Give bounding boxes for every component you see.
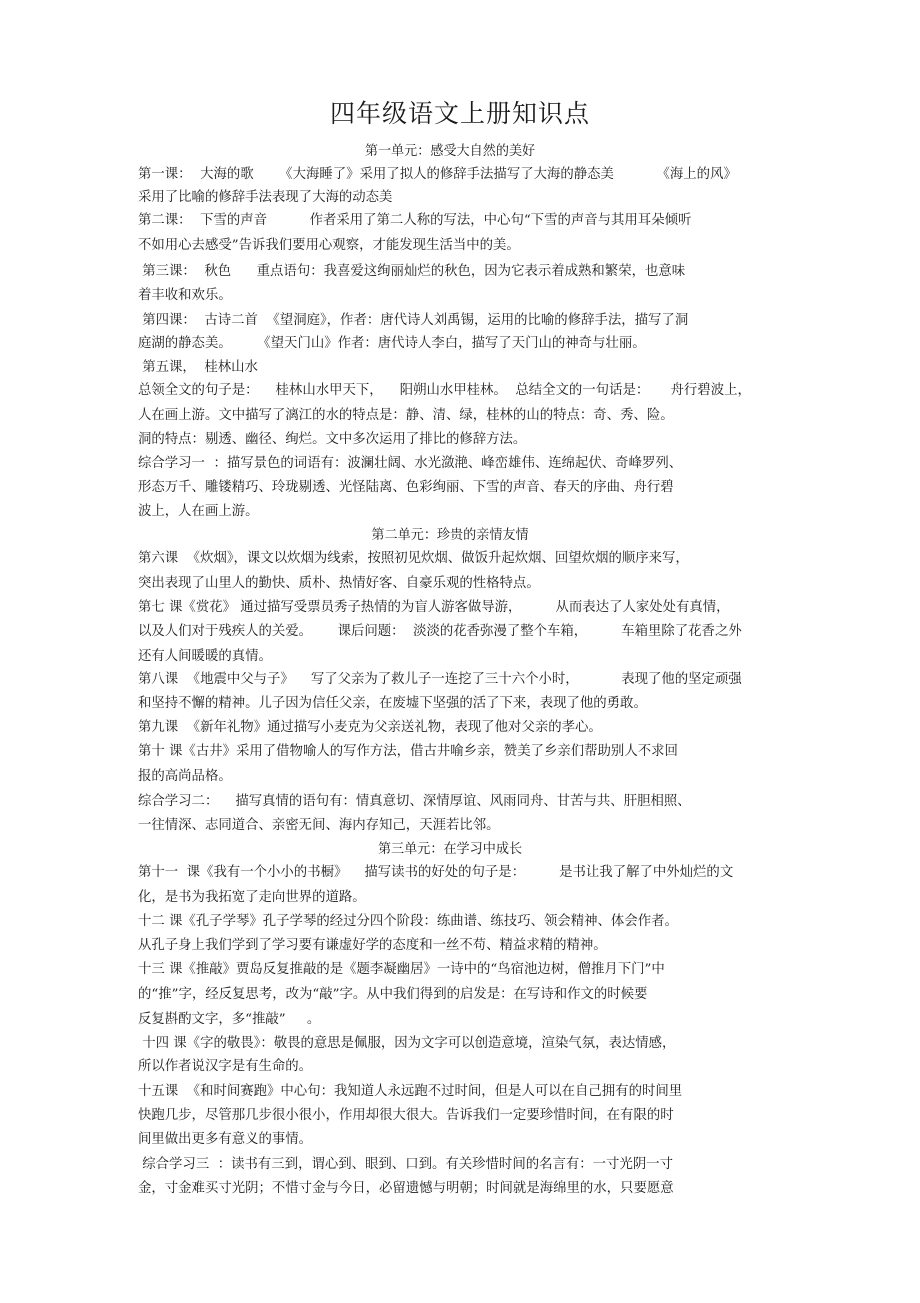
- text-line: 金，寸金难买寸光阴；不惜寸金与今日，必留遗憾与明朝；时间就是海绵里的水，只要愿意: [138, 1181, 674, 1196]
- text-line: 一往情深、志同道合、亲密无间、海内存知己，天涯若比邻。: [138, 818, 500, 833]
- text-line: 化，是书为我拓宽了走向世界的道路。: [138, 890, 366, 905]
- text-line: 第四课： 古诗二首 《望洞庭》，作者：唐代诗人刘禹锡，运用的比喻的修辞手法，描写了洞: [138, 313, 689, 328]
- text-line: 十五课 《和时间赛跑》中心句：我知道人永远跑不过时间，但是人可以在自己拥有的时间里: [138, 1084, 683, 1099]
- text-line: 快跑几步，尽管那几步很小很小，作用却很大很大。告诉我们一定要珍惜时间，在有限的时: [138, 1108, 674, 1123]
- text-line: 从孔子身上我们学到了学习要有谦虚好学的态度和一丝不苟、精益求精的精神。: [138, 938, 607, 953]
- text-line: 总领全文的句子是： 桂林山水甲天下， 阳朔山水甲桂林。 总结全文的一句话是： 舟行碧波上，: [138, 383, 751, 398]
- text-line: 形态万千、雕镂精巧、玲珑剔透、光怪陆离、色彩绚丽、下雪的声音、春天的序曲、舟行碧: [138, 480, 674, 495]
- unit-heading: 第三单元：在学习中成长: [377, 842, 523, 857]
- unit-heading: 第一单元：感受大自然的美好: [364, 144, 536, 159]
- text-line: 洞的特点：剔透、幽径、绚烂。文中多次运用了排比的修辞方法。: [138, 432, 527, 447]
- text-line: 间里做出更多有意义的事情。: [138, 1132, 313, 1147]
- text-line: 综合学习三 ：读书有三到，谓心到、眼到、口到。有关珍惜时间的名言有：一寸光阴一寸: [138, 1157, 674, 1172]
- text-line: 第五课， 桂林山水: [138, 360, 258, 375]
- text-line: 报的高尚品格。: [138, 769, 232, 784]
- text-line: 综合学习一 ：描写景色的词语有：波澜壮阔、水光潋滟、峰峦雄伟、连绵起伏、奇峰罗列、: [138, 456, 683, 471]
- text-line: 第一课： 大海的歌 《大海睡了》采用了拟人的修辞手法描写了大海的静态美 《海上的风》: [138, 167, 737, 182]
- text-line: 十四 课《字的敬畏》：敬畏的意思是佩服，因为文字可以创造意境，渲染气氛，表达情感，: [138, 1036, 676, 1051]
- text-line: 和坚持不懈的精神。儿子因为信任父亲，在废墟下坚强的活了下来，表现了他的勇敢。: [138, 696, 647, 711]
- page-title: 四年级语文上册知识点: [329, 99, 590, 128]
- text-line: 十二 课《孔子学琴》孔子学琴的经过分四个阶段：练曲谱、练技巧、领会精神、体会作者。: [138, 914, 678, 929]
- text-line: 所以作者说汉字是有生命的。: [138, 1059, 313, 1074]
- text-line: 采用了比喻的修辞手法表现了大海的动态美: [138, 190, 393, 205]
- text-line: 第八课 《地震中父与子》 写了父亲为了救儿子一连挖了三十六个小时， 表现了他的坚定顽强: [138, 672, 742, 687]
- text-line: 第十一 课《我有一个小小的书橱》 描写读书的好处的句子是： 是书让我了解了中外灿烂的文: [138, 865, 734, 880]
- text-line: 人在画上游。文中描写了漓江的水的特点是：静、清、绿，桂林的山的特点：奇、秀、险。: [138, 408, 674, 423]
- text-line: 综合学习二： 描写真情的语句有：情真意切、深情厚谊、风雨同舟、甘苦与共、肝胆相照、: [138, 794, 691, 809]
- text-line: 不如用心去感受”告诉我们要用心观察，才能发现生活当中的美。: [138, 238, 520, 253]
- text-line: 反复斟酌文字，多“推敲” 。: [138, 1012, 321, 1027]
- text-line: 第九课 《新年礼物》通过描写小麦克为父亲送礼物，表现了他对父亲的孝心。: [138, 720, 602, 735]
- text-line: 庭湖的静态美。 《望天门山》作者：唐代诗人李白，描写了天门山的神奇与壮丽。: [138, 336, 646, 351]
- text-line: 第二课： 下雪的声音 作者采用了第二人称的写法，中心句“下雪的声音与其用耳朵倾听: [138, 213, 692, 228]
- text-line: 还有人间暖暖的真情。: [138, 649, 272, 664]
- text-line: 突出表现了山里人的勤快、质朴、热情好客、自豪乐观的性格特点。: [138, 576, 540, 591]
- text-line: 第六课 《炊烟》，课文以炊烟为线索，按照初见炊烟、做饭升起炊烟、回望炊烟的顺序来写，: [138, 551, 689, 566]
- text-line: 第三课： 秋色 重点语句：我喜爱这绚丽灿烂的秋色，因为它表示着成熟和繁荣，也意味: [138, 264, 686, 279]
- text-line: 十三 课《推敲》贾岛反复推敲的是《题李凝幽居》一诗中的“鸟宿池边树，僧推月下门”中: [138, 962, 665, 977]
- text-line: 以及人们对于残疾人的关爱。 课后问题： 淡淡的花香弥漫了整个车箱， 车箱里除了花香之外: [138, 624, 742, 639]
- text-line: 的“推”字，经反复思考，改为“敲”字。从中我们得到的启发是：在写诗和作文的时候要: [138, 987, 648, 1002]
- unit-heading: 第二单元：珍贵的亲情友情: [371, 528, 529, 543]
- text-line: 第十 课《古井》采用了借物喻人的写作方法，借古井喻乡亲，赞美了乡亲们帮助别人不求回: [138, 744, 678, 759]
- text-line: 第七 课《赏花》 通过描写受票员秀子热情的为盲人游客做导游， 从而表达了人家处处有真情，: [138, 600, 730, 615]
- text-line: 着丰收和欢乐。: [138, 288, 232, 303]
- text-line: 波上，人在画上游。: [138, 504, 259, 519]
